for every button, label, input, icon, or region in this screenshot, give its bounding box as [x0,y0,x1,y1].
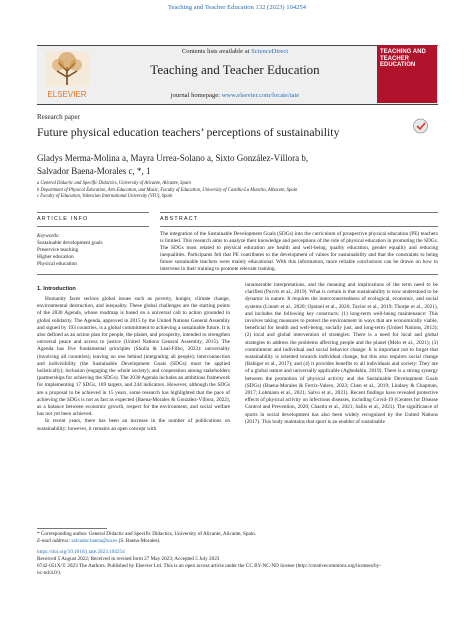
cover-title: TEACHING AND TEACHER EDUCATION [380,49,426,69]
paragraph: Humanity faces serious global issues such as poverty, hunger, climate change, environmental destruction, and inequality. These global challenges are the starting points of the 2030 Agenda, whose roadmap is based on a universal call to action grounded in global solidarity. The Agenda, approved in 2015 by the United Nations General Assembly and signed by 193 countries, is a global commitment to achieving a sustainable future. It is also defined as an action plan for people, the planet, and prosperity, intended to strengthen universal peace and access to justice (United Nations General Assembly, 2015). The Agenda has five fundamental principles (Shulla & Leal-Filho, 2023): universality (involving all countries); leaving no one behind (integrating all people); interconnection and indivisibility (the Sustainable Development Goals (SDGs) must be applied holistically); inclusion (engaging the whole society); and cooperation among stakeholders (partnerships for achieving the SDGs). The 2030 Agenda includes an ambitious framework for implementing 17 SDGs, 169 targets, and 244 indicators. However, although the SDGs are a proposal to be achieved in 15 years, some research has highlighted that the pace of achieving the SDGs is not as fast as expected (Baena-Morales & González-Víllora, 2022), as a balance between economic growth, respect for the environment, and social welfare has not yet been achieved. [37,296,230,418]
article-type: Research paper [37,113,80,121]
affiliation-c: c Faculty of Education, Valencian International University (VIU), Spain [37,194,173,200]
elsevier-tree-icon [37,45,97,103]
elsevier-logo [37,45,97,103]
keyword: Sustainable development goals [37,240,103,246]
keyword: Preservice teaching [37,247,79,253]
journal-name: Teaching and Teacher Education [150,62,320,77]
journal-homepage: journal homepage: www.elsevier.com/locate/tate [170,92,300,99]
check-for-updates-icon[interactable] [406,117,435,139]
journal-cover-thumbnail[interactable] [377,45,437,103]
article-info-heading: ARTICLE INFO [37,216,89,222]
email-line: E-mail address: salvador.baena@ua.es (S. Baena-Morales). [37,537,161,544]
divider [37,226,149,227]
section-heading-introduction: 1. Introduction [37,286,76,292]
email-link[interactable]: salvador.baena@ua.es [71,537,118,544]
divider [37,274,438,275]
journal-citation-link[interactable]: Teaching and Teacher Education 132 (2023) 104254 [167,4,307,11]
divider [160,212,438,213]
keywords-label: Keywords: [37,233,60,239]
divider [37,212,149,213]
doi-link[interactable]: https://doi.org/10.1016/j.tate.2023.104254 [37,548,125,555]
paragraph: innumerable interpretations, and the meaning and implications of the term need to be clarified (Purvis et al., 2019). What is certain is that sustainability is now understood to be dynamic in nature. It requires the interconnectedness of ecological, economic, and social systems (Linnér et al., 2020; Opstoel et al., 2020; Taylor et al., 2019; Thorpe et al., 2021), and includes the following key constructs: (1) long-term well-being maintenance: This involves taking measures to protect the environment in ways that are economically viable, beneficial for health and well-being, socially just, and long-term (United Nations, 2012); (2) local and global intervention of strategies: There is a need for local and global strategies to address the problems affecting people and the planet (Melo et al., 2021); (3) commitment and individual and social behavior change: It is important not to forget that sustainability is oriented towards individual change, but this also requires social change (Babiger et al., 2017); and (4) it provides benefits to all individuals and society: They are of a global nature and universally applicable (Agbedahin, 2019). There is a strong synergy between the promotion of physical activity and the Sustainable Development Goals (SDGs) (Baena-Morales & Ferriz-Valero, 2023; Chen et al., 2019; Lindsey & Chapman, 2017; Lohmann et al., 2021; Salvo et al., 2021). Recent findings have revealed protective effects of physical activity on infectious diseases, including Covid-19 (Centers for Disease Control and Prevention, 2020; Chastin et al., 2021; Sallis et al., 2021). The significance of sports in social development has also been widely recognized by the United Nations (2017). This body maintains that sport is an enabler of sustainable [245,282,438,425]
received-dates: Received 5 August 2022; Received in revised form 27 May 2023; Accepted 5 July 2023 [37,555,220,562]
contents-availability: Contents lists available at ScienceDirect [181,48,289,55]
homepage-link[interactable]: www.elsevier.com/locate/tate [221,92,300,99]
keywords-block [37,233,147,268]
footer-metadata [37,531,437,576]
footnote-divider [37,528,107,529]
abstract-text: The integration of the Sustainable Development Goals (SDGs) into the curriculum of prospective physical education (PE) teachers is limited. This research aims to analyze their knowledge and perceptions of the role of physical education in promoting the SDGs. The SDGs most related to physical education are health and well-being, quality education, gender equality and reducing inequalities. Participants felt that PE contributes to the development of values for sustainability and that the constraints to being future sustainable teachers were mainly educational. With this information, more reliable conclusions can be drawn on how to intervene in their training to promote relevant training. [160,231,438,273]
copyright-line-continued: nc-nd/4.0/). [37,569,62,576]
abstract-heading: ABSTRACT [160,216,199,222]
keyword: Higher education [37,254,74,260]
article-title: Future physical education teachers’ perceptions of sustainability [37,125,340,139]
authors-line-1: Gladys Merma-Molina a, Mayra Urrea-Solano a, Sixto González-Víllora b, [37,153,309,163]
affiliation-b: b Department of Physical Education, Arts Education, and Music, Faculty of Education, University of Castilla-La Mancha, Albacete, Spain [37,187,298,193]
body-left-column [37,296,230,433]
sciencedirect-link[interactable]: ScienceDirect [251,48,289,55]
paragraph: In recent years, there has been an increase in the number of publications on sustainability; however, it remains an open concept with [37,418,230,432]
corresponding-author-note: * Corresponding author. General Didactic and Specific Didactics, University of Alicante, Alicante, Spain. [37,531,257,537]
elsevier-wordmark: ELSEVIER [47,90,87,99]
affiliation-a: a General Didactic and Specific Didactics, University of Alicante, Alicante, Spain [37,181,191,186]
divider [160,226,438,227]
copyright-line: 0742-051X/© 2023 The Authors. Published by Elsevier Ltd. This is an open access article under the CC BY-NC-ND license (http://creativecommons.org/licenses/by- [37,562,381,569]
body-right-column [245,282,438,426]
author-list [37,152,367,177]
authors-line-2: Salvador Baena-Morales c, *, 1 [37,165,151,176]
affiliations [37,181,397,201]
keyword: Physical education [37,261,77,267]
